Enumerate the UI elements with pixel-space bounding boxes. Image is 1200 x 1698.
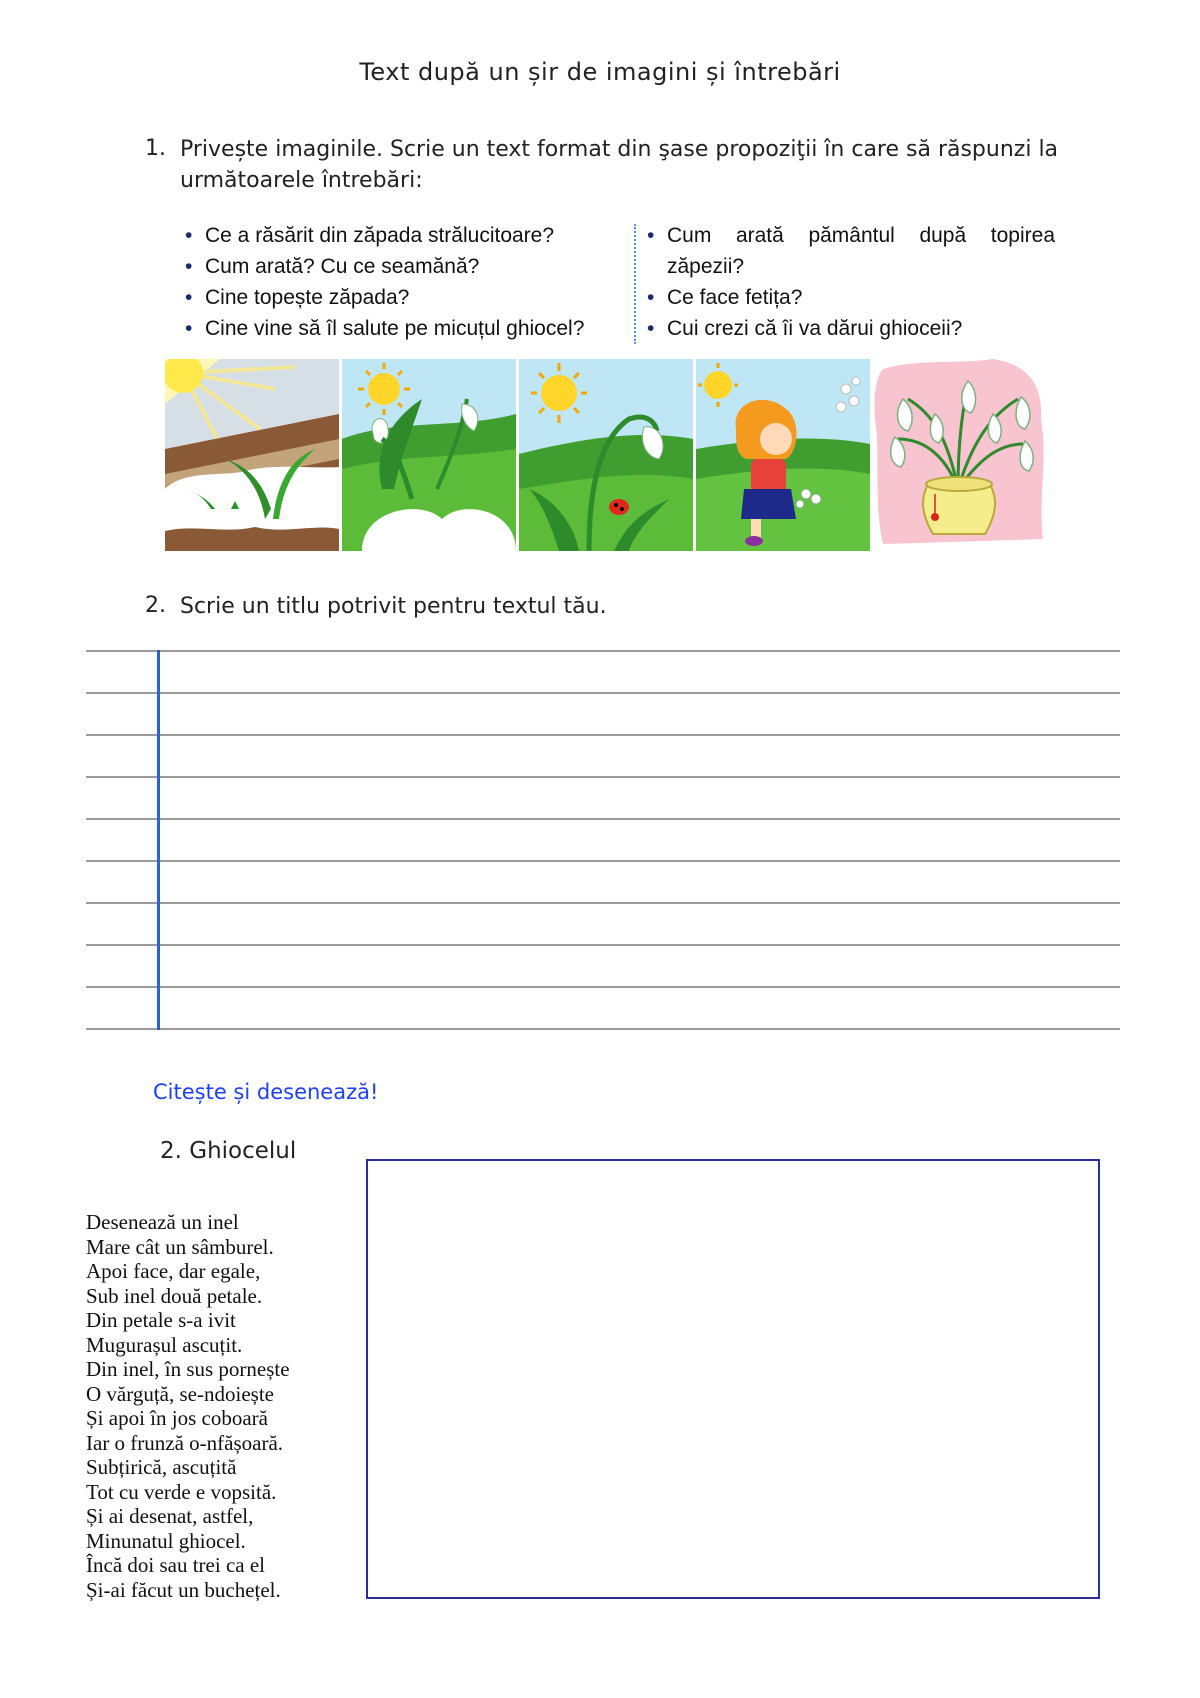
- image-snowdrop-in-snow: [165, 359, 339, 551]
- image-snowdrops-in-vase: [873, 359, 1047, 551]
- poem-line: Din petale s-a ivit: [86, 1308, 236, 1332]
- drawing-box[interactable]: [366, 1159, 1100, 1599]
- poem-line: Desenează un inel: [86, 1210, 239, 1234]
- questions-left: [183, 220, 623, 344]
- poem-line: Subțirică, ascuțită: [86, 1455, 237, 1479]
- read-and-draw-heading: Citește și desenează!: [153, 1080, 379, 1104]
- poem-title: 2. Ghiocelul: [160, 1138, 297, 1164]
- poem-line: Din inel, în sus pornește: [86, 1357, 290, 1381]
- poem-line: Mare cât un sâmburel.: [86, 1234, 274, 1259]
- question-item: • Ce a răsărit din zăpada strălucitoare?: [183, 220, 623, 251]
- poem-line: O vărguță, se-ndoiește: [86, 1381, 274, 1406]
- image-snowdrop-ladybug: [519, 359, 693, 551]
- question-item: • Ce face fetița?: [645, 282, 1055, 313]
- poem-line: Apoi face, dar egale,: [86, 1259, 261, 1283]
- poem-line: Tot cu verde e vopsită.: [86, 1479, 277, 1504]
- questions-divider: [634, 224, 636, 344]
- question-item: • Cine topește zăpada?: [183, 282, 623, 313]
- question-item: • Cum arată pământul după topirea zăpezii?: [645, 220, 1055, 282]
- poem-line: Și-ai făcut un buchețel.: [86, 1577, 281, 1602]
- image-snowdrops-with-sun: [342, 359, 516, 551]
- image-girl-picking-flowers: [696, 359, 870, 551]
- question-item: • Cui crezi că îi va dărui ghioceii?: [645, 313, 1055, 344]
- poem-line: Și ai desenat, astfel,: [86, 1504, 254, 1528]
- question-item: • Cine vine să îl salute pe micuțul ghiocel?: [183, 313, 623, 344]
- exercise-2-number: 2.: [145, 593, 166, 618]
- question-item: • Cum arată? Cu ce seamănă?: [183, 251, 623, 282]
- exercise-1-number: 1.: [145, 136, 166, 161]
- page-title: Text după un șir de imagini și întrebări: [359, 58, 841, 86]
- poem-line: Minunatul ghiocel.: [86, 1528, 246, 1553]
- questions-right: [645, 220, 1055, 344]
- writing-lines[interactable]: [86, 650, 1120, 1030]
- poem-line: Mugurașul ascuțit.: [86, 1332, 243, 1357]
- poem-line: Sub inel două petale.: [86, 1283, 263, 1308]
- poem-line: Iar o frunză o-nfășoară.: [86, 1430, 284, 1455]
- margin-line: [157, 650, 160, 1030]
- poem-text: [86, 1210, 290, 1602]
- exercise-1-text: Privește imaginile. Scrie un text format din şase propoziţii în care să răspunzi la următoarele întrebări:: [180, 137, 1059, 193]
- poem-line: Încă doi sau trei ca el: [86, 1553, 265, 1577]
- poem-line: Și apoi în jos coboară: [86, 1406, 268, 1430]
- exercise-2-text: Scrie un titlu potrivit pentru textul tău.: [180, 594, 607, 619]
